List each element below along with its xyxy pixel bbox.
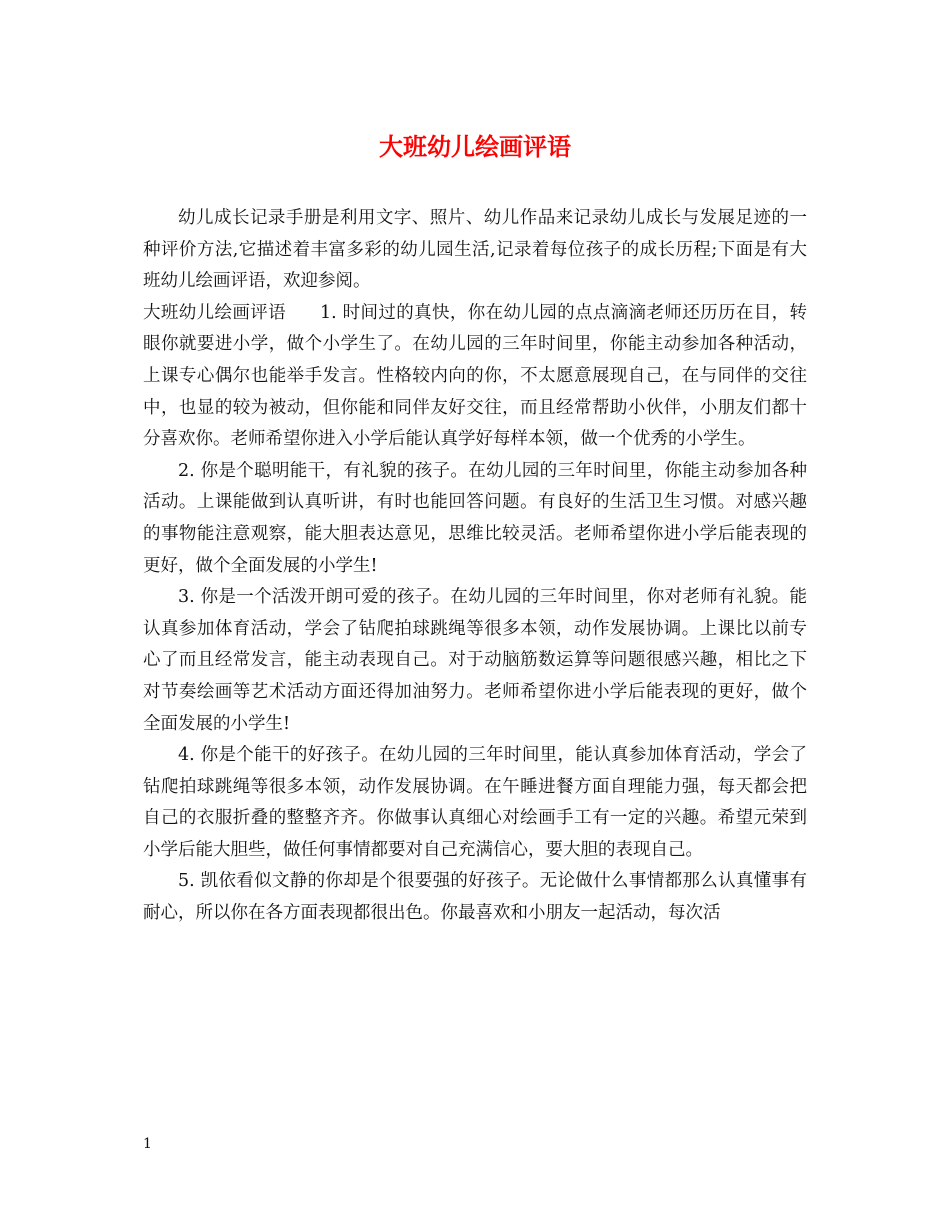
item-1-paragraph (143, 298, 807, 456)
item-3-paragraph: 3. 你是一个活泼开朗可爱的孩子。在幼儿园的三年时间里，你对老师有礼貌。能认真参加体育活动，学会了钻爬拍球跳绳等很多本领，动作发展协调。上课比以前专心了而且经常发言，能主动表现自己。对于动脑筋数运算等问题很感兴趣，相比之下对节奏绘画等艺术活动方面还得加油努力。老师希望你进小学后能表现的更好，做个全面发展的小学生! (143, 587, 807, 734)
section-label: 大班幼儿绘画评语 (143, 302, 286, 323)
page-number: 1 (143, 1136, 152, 1152)
intro-paragraph: 幼儿成长记录手册是利用文字、照片、幼儿作品来记录幼儿成长与发展足迹的一种评价方法,它描述着丰富多彩的幼儿园生活,记录着每位孩子的成长历程;下面是有大班幼儿绘画评语，欢迎参阅。 (143, 208, 807, 292)
document-body (143, 203, 807, 930)
item-4-paragraph: 4. 你是个能干的好孩子。在幼儿园的三年时间里，能认真参加体育活动，学会了钻爬拍球跳绳等很多本领，动作发展协调。在午睡进餐方面自理能力强，每天都会把自己的衣服折叠的整整齐齐。你做事认真细心对绘画手工有一定的兴趣。希望元荣到小学后能大胆些，做任何事情都要对自己充满信心，要大胆的表现自己。 (143, 745, 807, 860)
document-title: 大班幼儿绘画评语 (379, 132, 571, 161)
item-2-paragraph: 2. 你是个聪明能干，有礼貌的孩子。在幼儿园的三年时间里，你能主动参加各种活动。上课能做到认真听讲，有时也能回答问题。有良好的生活卫生习惯。对感兴趣的事物能注意观察，能大胆表达意见，思维比较灵活。老师希望你进小学后能表现的更好，做个全面发展的小学生! (143, 460, 807, 576)
item-5-paragraph: 5. 凯依看似文静的你却是个很要强的好孩子。无论做什么事情都那么认真懂事有耐心，所以你在各方面表现都很出色。你最喜欢和小朋友一起活动，每次活 (143, 871, 807, 924)
item-1-text: 1. 时间过的真快，你在幼儿园的点点滴滴老师还历历在目，转眼你就要进小学，做个小学生了。在幼儿园的三年时间里，你能主动参加各种活动，上课专心偶尔也能举手发言。性格较内向的你，不太愿意展现自己，在与同伴的交往中，也显的较为被动，但你能和同伴友好交往，而且经常帮助小伙伴，小朋友们都十分喜欢你。老师希望你进入小学后能认真学好每样本领，做一个优秀的小学生。 (143, 302, 807, 450)
